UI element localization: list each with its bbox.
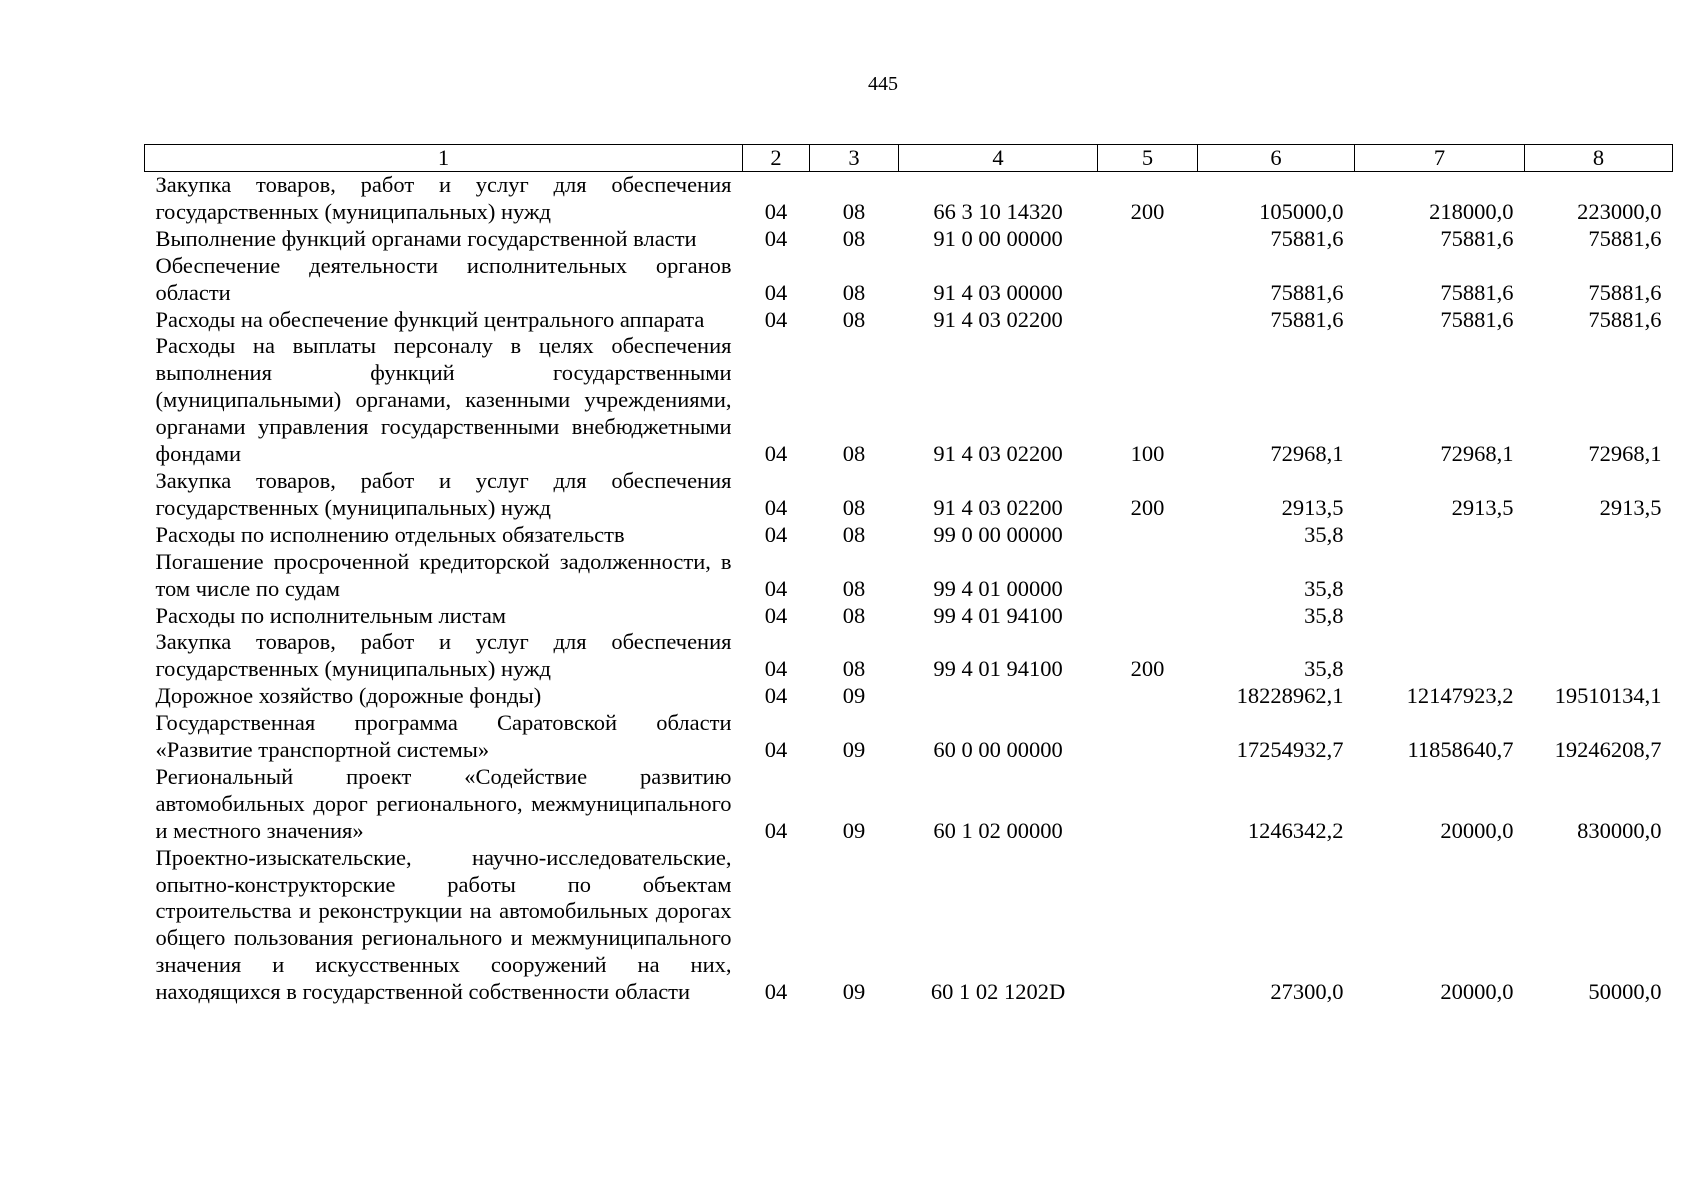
row-subsection: 08 bbox=[842, 656, 866, 682]
row-target-code: 91 0 00 00000 bbox=[933, 225, 1063, 251]
row-amount-7: 218000,0 bbox=[1429, 198, 1514, 224]
row-expense-type bbox=[1098, 603, 1198, 630]
row-amount-8 bbox=[1525, 629, 1673, 683]
page-number: 445 bbox=[868, 73, 898, 95]
table-row bbox=[145, 764, 1673, 845]
row-expense-type bbox=[1098, 307, 1198, 334]
row-expense-type: 200 bbox=[1130, 494, 1165, 520]
row-amount-7 bbox=[1355, 629, 1525, 683]
row-amount-6: 27300,0 bbox=[1270, 979, 1344, 1005]
row-subsection: 09 bbox=[842, 817, 866, 843]
row-name: Обеспечение деятельности исполнительных органов области bbox=[155, 252, 732, 305]
budget-table bbox=[144, 144, 1673, 1006]
row-target-code bbox=[899, 683, 1098, 710]
row-section: 04 bbox=[764, 656, 788, 682]
row-name: Закупка товаров, работ и услуг для обеспечения государственных (муниципальных) нужд bbox=[155, 172, 732, 224]
row-expense-type bbox=[1098, 253, 1198, 307]
row-amount-6: 35,8 bbox=[1304, 575, 1344, 601]
row-name: Выполнение функций органами государственной власти bbox=[155, 225, 697, 251]
row-amount-7: 72968,1 bbox=[1440, 441, 1514, 467]
row-amount-6: 75881,6 bbox=[1270, 225, 1344, 251]
row-amount-6: 18228962,1 bbox=[1236, 683, 1344, 709]
table-row bbox=[145, 710, 1673, 764]
row-subsection: 08 bbox=[842, 441, 866, 467]
row-subsection: 08 bbox=[842, 225, 866, 251]
row-amount-6: 35,8 bbox=[1304, 656, 1344, 682]
row-section: 04 bbox=[764, 494, 788, 520]
row-subsection: 08 bbox=[842, 306, 866, 332]
row-target-code: 66 3 10 14320 bbox=[933, 198, 1063, 224]
row-amount-8: 75881,6 bbox=[1588, 279, 1662, 305]
row-subsection: 08 bbox=[842, 602, 866, 628]
row-amount-8: 2913,5 bbox=[1599, 494, 1662, 520]
column-header-3: 3 bbox=[810, 145, 899, 172]
row-name: Закупка товаров, работ и услуг для обеспечения государственных (муниципальных) нужд bbox=[155, 467, 732, 520]
row-amount-6: 35,8 bbox=[1304, 602, 1344, 628]
row-amount-7: 75881,6 bbox=[1440, 279, 1514, 305]
row-subsection: 09 bbox=[842, 979, 866, 1005]
column-header-1: 1 bbox=[145, 145, 743, 172]
row-target-code: 91 4 03 02200 bbox=[933, 494, 1063, 520]
row-section: 04 bbox=[764, 198, 788, 224]
table-row bbox=[145, 845, 1673, 1006]
row-expense-type: 200 bbox=[1130, 656, 1165, 682]
column-number-header-row bbox=[145, 145, 1673, 172]
row-target-code: 99 0 00 00000 bbox=[933, 521, 1063, 547]
row-amount-8: 830000,0 bbox=[1577, 817, 1662, 843]
column-header-4: 4 bbox=[899, 145, 1098, 172]
row-expense-type bbox=[1098, 845, 1198, 1006]
row-amount-8: 50000,0 bbox=[1588, 979, 1662, 1005]
row-subsection: 08 bbox=[842, 494, 866, 520]
row-subsection: 08 bbox=[842, 279, 866, 305]
row-name: Проектно-изыскательские, научно-исследовательские, опытно-конструкторские работы по объектам строительства и реконструкции на автомобильных дорогах общего пользования регионального и межмуниципального значения и искусственных сооружений на них, находящихся в государственной собственности области bbox=[155, 844, 732, 1005]
row-section: 04 bbox=[764, 225, 788, 251]
row-section: 04 bbox=[764, 306, 788, 332]
table-row bbox=[145, 683, 1673, 710]
row-expense-type bbox=[1098, 710, 1198, 764]
row-amount-7 bbox=[1355, 522, 1525, 549]
row-name: Дорожное хозяйство (дорожные фонды) bbox=[155, 683, 542, 709]
row-amount-6: 2913,5 bbox=[1281, 494, 1344, 520]
row-section: 04 bbox=[764, 602, 788, 628]
row-name: Расходы на выплаты персоналу в целях обеспечения выполнения функций государственными (муниципальными) органами, казенными учреждениями, органами управления государственными внебюджетными фондами bbox=[155, 333, 732, 467]
table-row bbox=[145, 603, 1673, 630]
row-target-code: 99 4 01 00000 bbox=[933, 575, 1063, 601]
row-amount-7: 2913,5 bbox=[1451, 494, 1514, 520]
row-amount-8 bbox=[1525, 522, 1673, 549]
column-header-8: 8 bbox=[1525, 145, 1673, 172]
row-amount-6: 75881,6 bbox=[1270, 306, 1344, 332]
row-amount-8: 19246208,7 bbox=[1554, 737, 1662, 763]
row-name: Государственная программа Саратовской области «Развитие транспортной системы» bbox=[155, 710, 732, 763]
row-amount-8: 75881,6 bbox=[1588, 306, 1662, 332]
row-expense-type bbox=[1098, 549, 1198, 603]
table-row bbox=[145, 468, 1673, 522]
row-name: Расходы на обеспечение функций центрального аппарата bbox=[155, 306, 705, 332]
column-header-5: 5 bbox=[1098, 145, 1198, 172]
row-name: Закупка товаров, работ и услуг для обеспечения государственных (муниципальных) нужд bbox=[155, 629, 732, 682]
row-section: 04 bbox=[764, 521, 788, 547]
row-target-code: 60 1 02 00000 bbox=[933, 817, 1063, 843]
row-amount-7 bbox=[1355, 549, 1525, 603]
row-expense-type bbox=[1098, 683, 1198, 710]
column-header-6: 6 bbox=[1198, 145, 1355, 172]
row-subsection: 08 bbox=[842, 575, 866, 601]
table-row bbox=[145, 172, 1673, 226]
table-row bbox=[145, 226, 1673, 253]
table-row bbox=[145, 522, 1673, 549]
row-amount-8 bbox=[1525, 603, 1673, 630]
row-section: 04 bbox=[764, 683, 788, 709]
row-amount-8: 72968,1 bbox=[1588, 441, 1662, 467]
column-header-7: 7 bbox=[1355, 145, 1525, 172]
row-expense-type bbox=[1098, 522, 1198, 549]
row-target-code: 91 4 03 02200 bbox=[933, 441, 1063, 467]
row-expense-type: 200 bbox=[1130, 198, 1165, 224]
row-expense-type bbox=[1098, 764, 1198, 845]
row-amount-8: 19510134,1 bbox=[1554, 683, 1662, 709]
row-amount-7: 20000,0 bbox=[1440, 979, 1514, 1005]
row-target-code: 60 1 02 1202D bbox=[930, 979, 1066, 1005]
row-target-code: 60 0 00 00000 bbox=[933, 737, 1063, 763]
row-amount-7: 75881,6 bbox=[1440, 225, 1514, 251]
row-subsection: 08 bbox=[842, 198, 866, 224]
row-name: Погашение просроченной кредиторской задолженности, в том числе по судам bbox=[155, 548, 732, 601]
row-amount-7: 11858640,7 bbox=[1407, 737, 1514, 763]
table-row bbox=[145, 333, 1673, 468]
row-subsection: 09 bbox=[842, 683, 866, 709]
row-subsection: 08 bbox=[842, 521, 866, 547]
row-amount-7: 20000,0 bbox=[1440, 817, 1514, 843]
table-row bbox=[145, 549, 1673, 603]
row-amount-7 bbox=[1355, 603, 1525, 630]
column-header-2: 2 bbox=[743, 145, 810, 172]
table-row bbox=[145, 629, 1673, 683]
row-target-code: 91 4 03 00000 bbox=[933, 279, 1063, 305]
row-amount-7: 75881,6 bbox=[1440, 306, 1514, 332]
row-section: 04 bbox=[764, 979, 788, 1005]
row-section: 04 bbox=[764, 441, 788, 467]
row-section: 04 bbox=[764, 737, 788, 763]
row-name: Региональный проект «Содействие развитию автомобильных дорог регионального, межмуниципального и местного значения» bbox=[155, 763, 732, 843]
row-amount-6: 17254932,7 bbox=[1236, 737, 1344, 763]
row-target-code: 99 4 01 94100 bbox=[933, 656, 1063, 682]
row-section: 04 bbox=[764, 575, 788, 601]
row-amount-6: 72968,1 bbox=[1270, 441, 1344, 467]
row-amount-6: 35,8 bbox=[1304, 521, 1344, 547]
row-amount-8: 75881,6 bbox=[1588, 225, 1662, 251]
row-amount-8: 223000,0 bbox=[1577, 198, 1662, 224]
table-row bbox=[145, 253, 1673, 307]
row-expense-type: 100 bbox=[1130, 441, 1165, 467]
row-amount-8 bbox=[1525, 549, 1673, 603]
row-amount-6: 1246342,2 bbox=[1247, 817, 1344, 843]
row-name: Расходы по исполнительным листам bbox=[155, 602, 507, 628]
row-subsection: 09 bbox=[842, 737, 866, 763]
row-amount-7: 12147923,2 bbox=[1406, 683, 1514, 709]
row-section: 04 bbox=[764, 817, 788, 843]
row-expense-type bbox=[1098, 226, 1198, 253]
row-amount-6: 75881,6 bbox=[1270, 279, 1344, 305]
row-target-code: 99 4 01 94100 bbox=[933, 602, 1063, 628]
row-target-code: 91 4 03 02200 bbox=[933, 306, 1063, 332]
table-row bbox=[145, 307, 1673, 334]
row-section: 04 bbox=[764, 279, 788, 305]
row-name: Расходы по исполнению отдельных обязательств bbox=[155, 521, 625, 547]
row-amount-6: 105000,0 bbox=[1259, 198, 1344, 224]
